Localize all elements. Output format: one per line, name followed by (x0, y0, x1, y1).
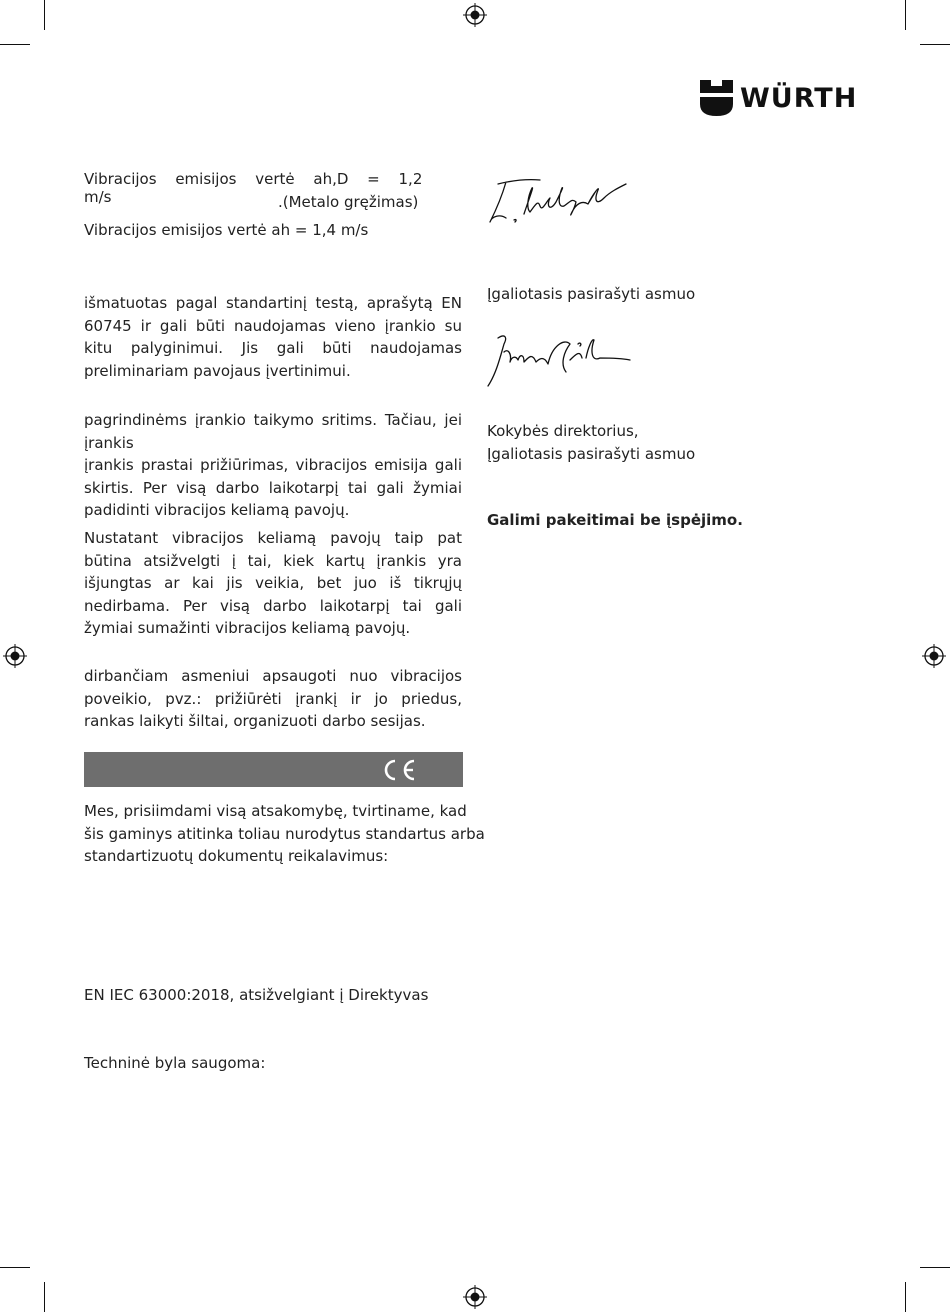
paragraph-applications: pagrindinėms įrankio taikymo sritims. Tačiau, jei įrankis (84, 411, 462, 452)
signature-1 (484, 176, 634, 228)
crop-mark (920, 1267, 950, 1268)
crop-mark (0, 1267, 30, 1268)
signatory-authority: Įgaliotasis pasirašyti asmuo (487, 444, 696, 463)
crop-mark (905, 0, 906, 30)
signatory-title: Kokybės direktorius, (487, 422, 639, 440)
crop-mark (920, 44, 950, 45)
crop-mark (905, 1282, 906, 1312)
crop-mark (44, 0, 45, 30)
declaration-line: šis gaminys atitinka toliau nurodytus standartus arba (84, 824, 485, 843)
vibration-note: .(Metalo gręžimas) (278, 193, 419, 211)
brand-logo (700, 80, 857, 116)
vibration-line-2: Vibracijos emisijos vertė ah = 1,4 m/s (84, 221, 369, 239)
declaration-line: Mes, prisiimdami visą atsakomybę, tvirtiname, kad (84, 802, 467, 820)
ce-mark-icon (381, 759, 417, 781)
signatory-role-2 (487, 420, 695, 465)
signature-2 (484, 328, 634, 390)
ce-label: CE (381, 759, 383, 760)
paragraph-measured: išmatuotas pagal standartinį testą, aprašytą EN 60745 ir gali būti naudojamas vieno įrankio su kitu palyginimui. Jis gali būti naudojamas preliminariam pavojaus įvertinimui. (84, 294, 462, 380)
vibration-value-1: Vibracijos emisijos vertė ah,D = 1,2 m/s (84, 170, 423, 206)
signatory-role-1: Įgaliotasis pasirašyti asmuo (487, 285, 696, 303)
registration-mark-icon (463, 3, 487, 27)
crop-mark (44, 1282, 45, 1312)
technical-file: Techninė byla saugoma: (84, 1054, 266, 1072)
registration-mark-icon (463, 1285, 487, 1309)
declaration-text (84, 800, 485, 868)
brand-name: WÜRTH (740, 82, 858, 114)
paragraph-maintenance: įrankis prastai prižiūrimas, vibracijos emisija gali skirtis. Per visą darbo laikotarpį tai gali žymiai padidinti vibracijos keliamą pavojų. (84, 456, 462, 519)
standard-reference: EN IEC 63000:2018, atsižvelgiant į Direktyvas (84, 986, 429, 1004)
change-notice: Galimi pakeitimai be įspėjimo. (487, 511, 743, 529)
paragraph-protection: dirbančiam asmeniui apsaugoti nuo vibracijos poveikio, pvz.: prižiūrėti įrankį ir jo priedus, rankas laikyti šiltai, organizuoti darbo sesijas. (84, 667, 462, 730)
registration-mark-icon (3, 644, 27, 668)
registration-mark-icon (922, 644, 946, 668)
crop-mark (0, 44, 30, 45)
declaration-line: standartizuotų dokumentų reikalavimus: (84, 847, 389, 865)
wurth-emblem-icon (700, 80, 733, 116)
paragraph-assessment: Nustatant vibracijos keliamą pavojų taip pat būtina atsižvelgti į tai, kiek kartų įrankis yra išjungtas ar kai jis veikia, bet juo iš tikrųjų nedirbama. Per visą darbo laikotarpį tai gali žymiai sumažinti vibracijos keliamą pavojų. (84, 529, 462, 637)
